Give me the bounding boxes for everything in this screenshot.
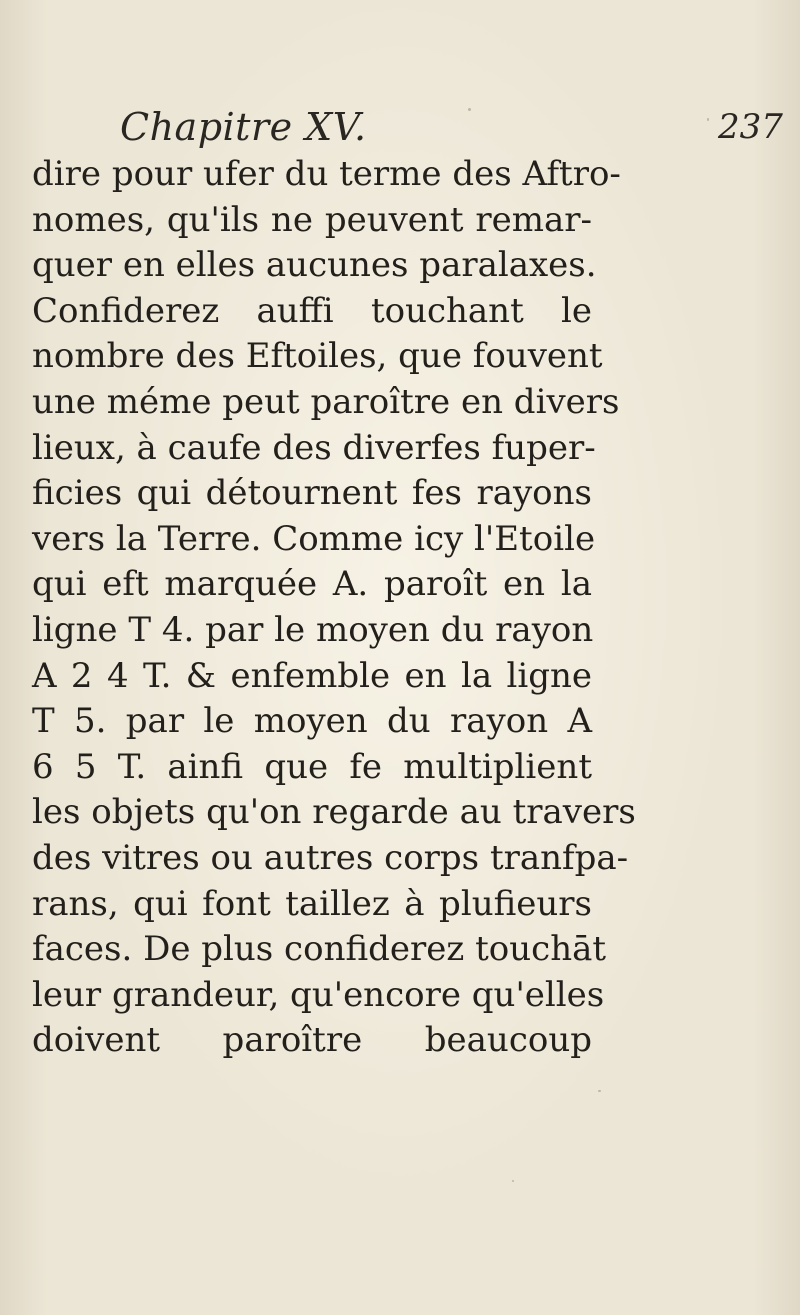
ink-speck [598,1090,601,1092]
text-line: leur grandeur, qu'encore qu'elles [32,974,605,1015]
text-line: nombre des Eftoiles, que fouvent [32,336,603,377]
text-line: des vitres ou autres corps tranfpa- [32,837,629,878]
text-line: ficies qui détournent fes rayons [32,473,592,514]
text-line: doivent paroître beaucoup [32,1020,592,1061]
text-line: vers la Terre. Comme icy l'Etoile [32,518,596,559]
text-line: A 2 4 T. & enfemble en la ligne [32,655,592,696]
text-line: ligne T 4. par le moyen du rayon [32,609,594,650]
page-number: 237 [718,107,783,147]
text-line: Confiderez auffi touchant le [32,290,592,331]
text-line: les objets qu'on regarde au travers [32,792,636,833]
text-line: rans, qui font taillez à plufieurs [32,883,592,924]
ink-speck [512,1180,514,1182]
chapter-heading: Chapitre XV. [120,105,367,149]
text-line: faces. De plus confiderez touchāt [32,929,607,970]
text-line: quer en elles aucunes paralaxes. [32,245,597,286]
body-text [32,152,636,1064]
text-line: 6 5 T. ainfi que fe multiplient [32,746,592,787]
running-header [0,102,800,152]
text-line: une méme peut paroître en divers [32,381,620,422]
text-line: lieux, à caufe des diverfes fuper- [32,427,596,468]
text-line: qui eft marquée A. paroît en la [32,564,592,605]
text-line: T 5. par le moyen du rayon A [32,701,592,742]
text-line: nomes, qu'ils ne peuvent remar- [32,199,592,240]
text-line: dire pour ufer du terme des Aftro- [32,154,621,194]
